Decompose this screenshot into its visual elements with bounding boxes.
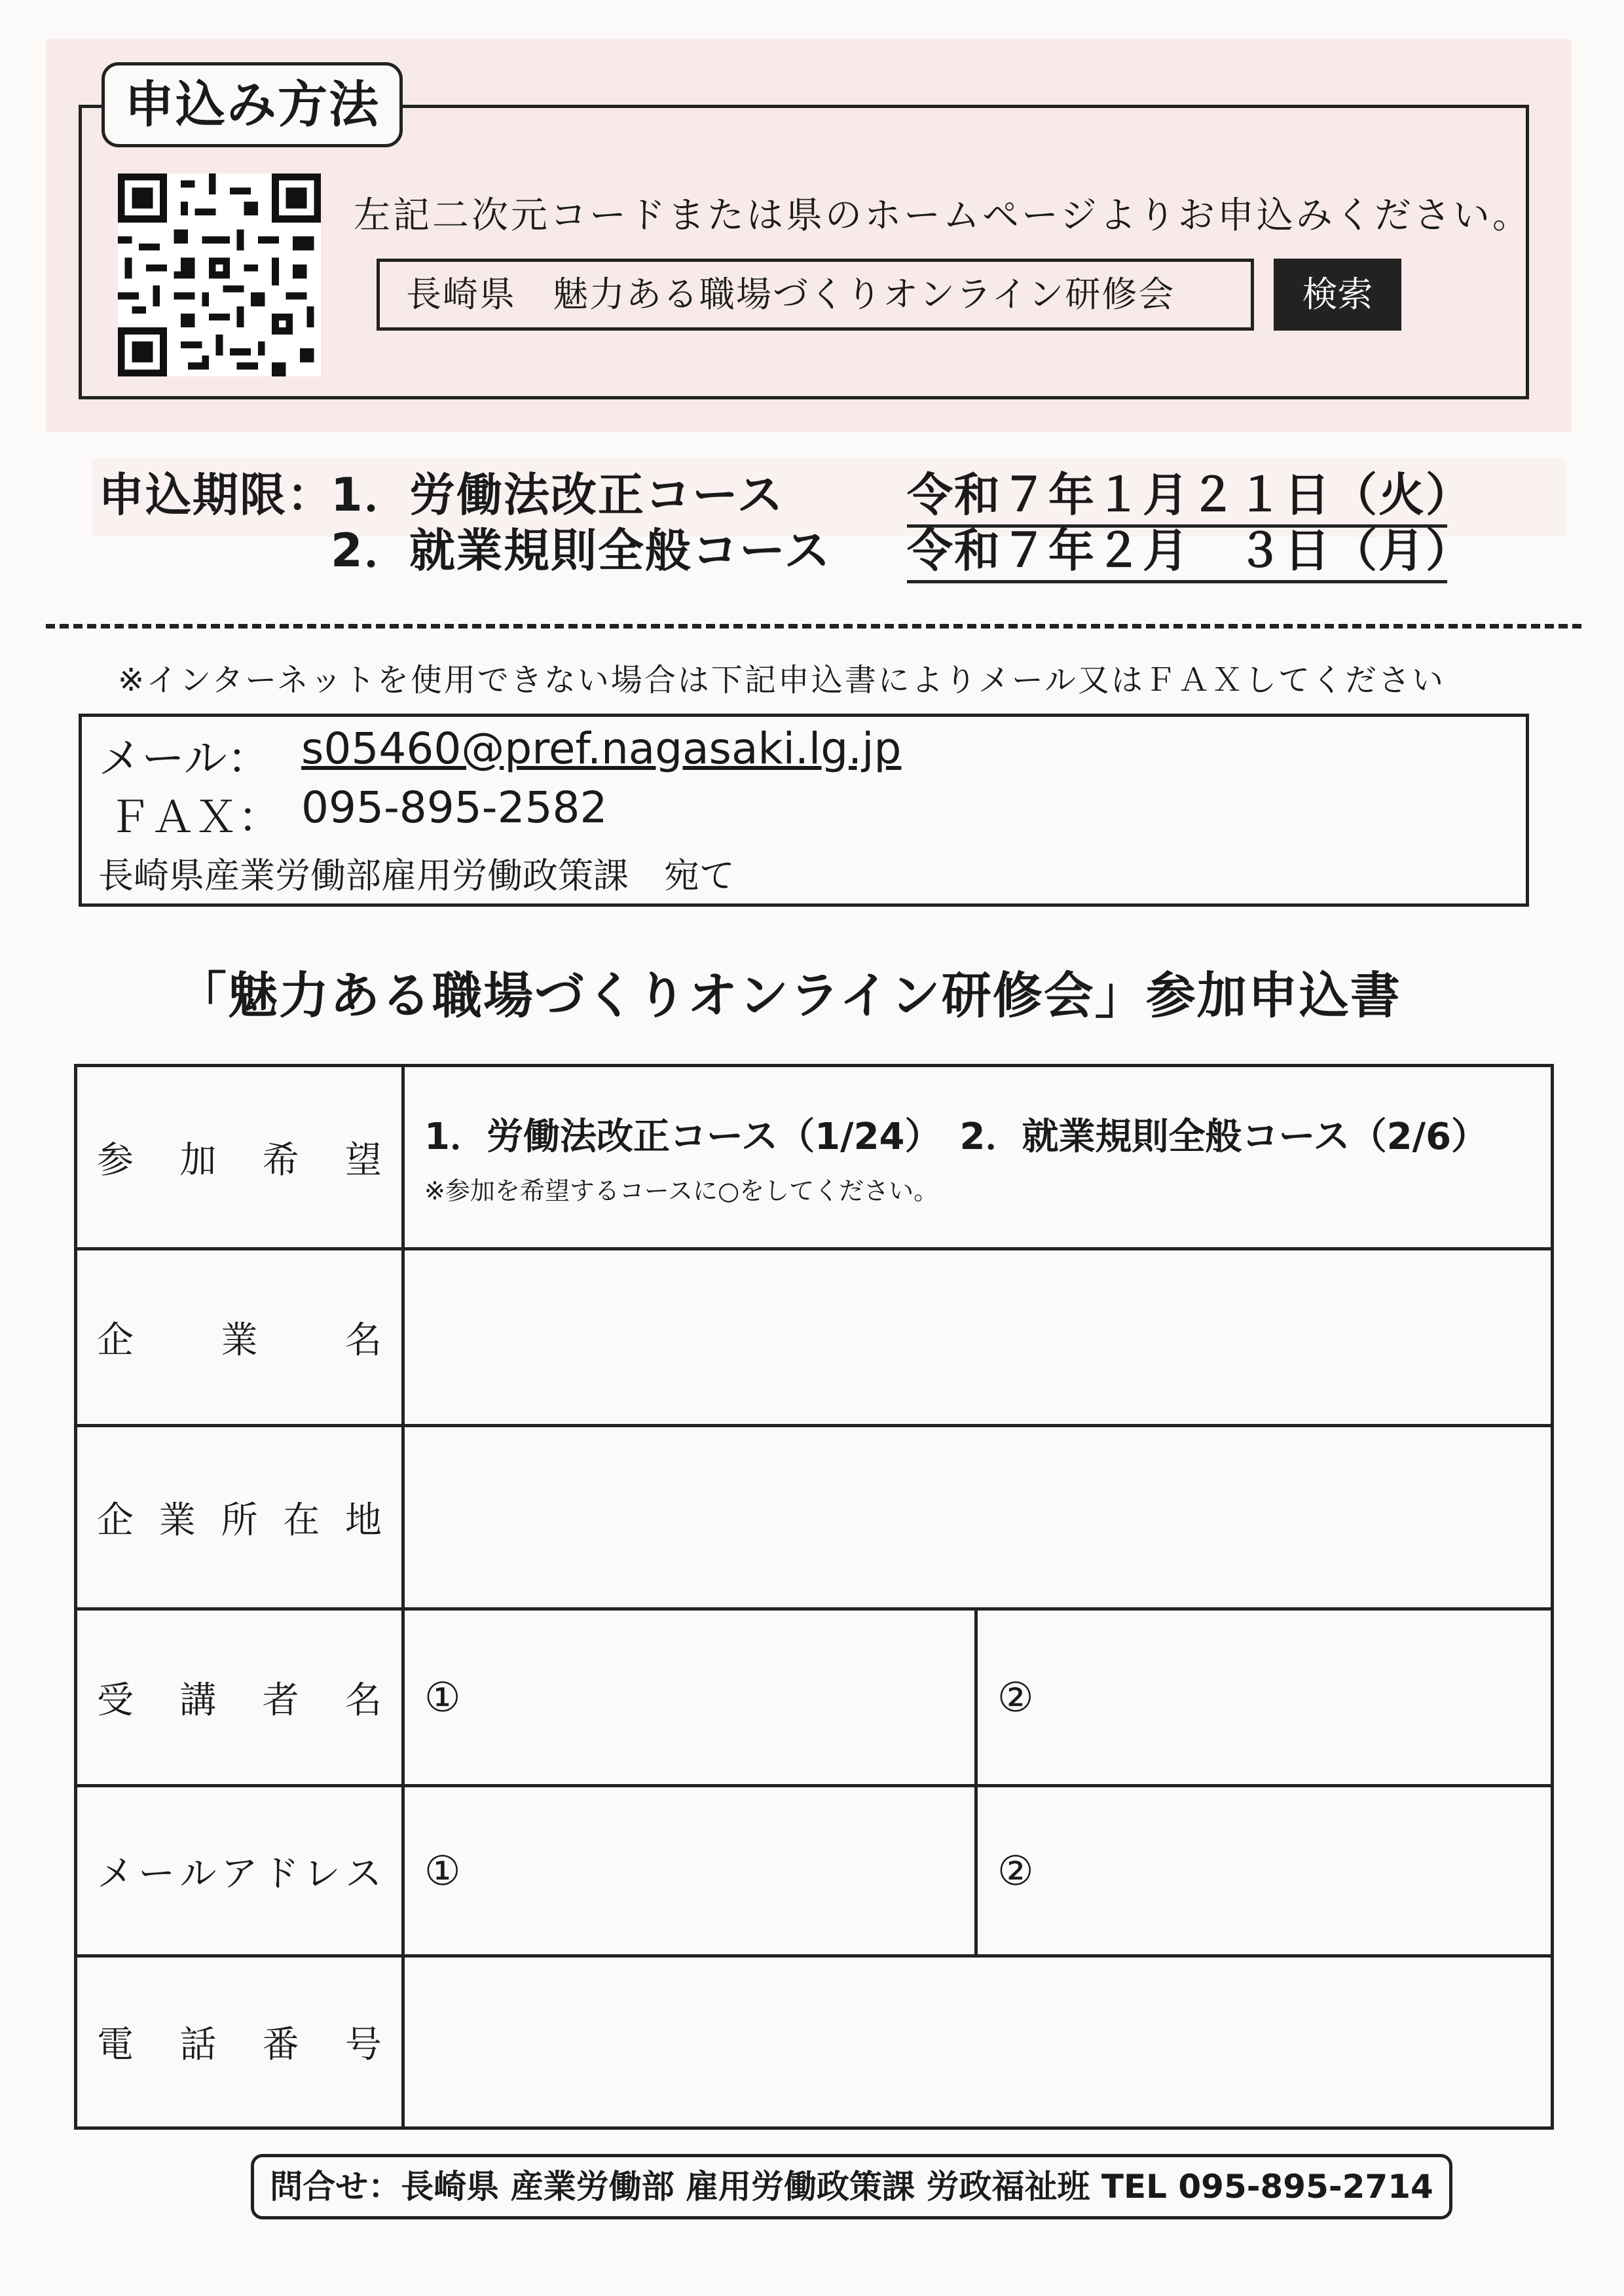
course-options[interactable]: 1．労働法改正コース（1/24） 2．就業規則全般コース（2/6） [424, 1116, 1488, 1158]
company-name-field[interactable] [403, 1249, 1553, 1426]
phone-number-field[interactable] [403, 1956, 1553, 2128]
attendee-name-1-field[interactable] [403, 1609, 976, 1786]
method-instruction: 左記二次元コードまたは県のホームページよりお申込みください。 [354, 194, 1532, 237]
company-address-field[interactable] [403, 1426, 1553, 1609]
deadline-1-date: 令和７年１月２１日（火） [907, 458, 1447, 528]
qr-code-icon[interactable] [118, 173, 321, 376]
row-label-address: 企 業 所 在 地 [76, 1426, 403, 1609]
deadline-2-number: 2． [331, 524, 411, 577]
table-row [76, 1426, 1553, 1609]
deadline-1-course: 労働法改正コース [409, 468, 784, 522]
deadline-1-number: 1． [331, 468, 411, 522]
search-button[interactable]: 検索 [1274, 259, 1401, 331]
row-label-attendee: 受 講 者 名 [76, 1609, 403, 1786]
addressee: 長崎県産業労働部雇用労働政策課 宛て [98, 855, 735, 896]
inquiry-box: 問合せ：長崎県 産業労働部 雇用労働政策課 労政福祉班 TEL 095-895-2714 [251, 2154, 1452, 2219]
marker-1: ① [424, 1847, 461, 1895]
form-title: 「魅力ある職場づくりオンライン研修会」参加申込書 [177, 966, 1401, 1025]
email-2-field[interactable] [976, 1786, 1553, 1956]
fax-number: 095-895-2582 [301, 782, 608, 833]
fax-label: ＦＡＸ： [108, 792, 281, 843]
deadline-2-date: 令和７年２月 ３日（月） [907, 514, 1447, 583]
application-method-title: 申込み方法 [101, 62, 403, 147]
marker-2: ② [997, 1673, 1034, 1721]
mail-label: メール： [98, 733, 270, 784]
table-row [76, 1609, 1553, 1786]
course-note: ※参加を希望するコースに○をしてください。 [424, 1176, 939, 1205]
row-label-company: 企 業 名 [76, 1249, 403, 1426]
row-label-email: メ ー ル ア ド レ ス [76, 1786, 403, 1956]
offline-note: ※インターネットを使用できない場合は下記申込書によりメール又はＦＡＸしてください [118, 662, 1445, 699]
table-row [76, 1066, 1553, 1249]
marker-1: ① [424, 1673, 461, 1721]
attendee-name-2-field[interactable] [976, 1609, 1553, 1786]
search-input[interactable]: 長崎県 魅力ある職場づくりオンライン研修会 [377, 259, 1254, 331]
cut-line [46, 624, 1581, 629]
table-row [76, 1249, 1553, 1426]
marker-2: ② [997, 1847, 1034, 1895]
row-label-phone: 電 話 番 号 [76, 1956, 403, 2128]
course-selection-cell[interactable] [403, 1066, 1553, 1249]
application-form-table [74, 1064, 1554, 2130]
deadline-2-course: 就業規則全般コース [409, 524, 832, 577]
table-row [76, 1956, 1553, 2128]
mail-link[interactable]: s05460@pref.nagasaki.lg.jp [301, 723, 902, 774]
table-row [76, 1786, 1553, 1956]
row-label-participation: 参 加 希 望 [76, 1066, 403, 1249]
deadline-label: 申込期限： [98, 468, 334, 522]
email-1-field[interactable] [403, 1786, 976, 1956]
